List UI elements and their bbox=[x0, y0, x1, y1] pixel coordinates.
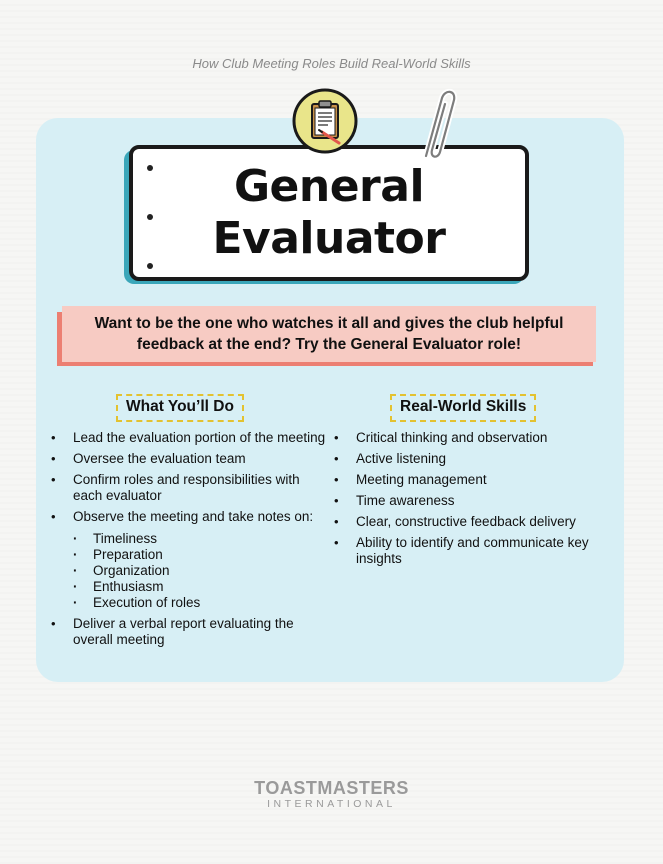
callout-banner bbox=[62, 306, 596, 362]
what-youll-do-list bbox=[51, 430, 329, 653]
list-item: • Time awareness bbox=[334, 493, 610, 509]
sublist-item: · Enthusiasm bbox=[73, 579, 329, 595]
binder-hole bbox=[147, 165, 153, 171]
list-item: • Critical thinking and observation bbox=[334, 430, 610, 446]
logo-sub-text: INTERNATIONAL bbox=[267, 798, 396, 810]
title-box bbox=[129, 145, 529, 281]
list-item: • Confirm roles and responsibilities with each evaluator bbox=[51, 472, 329, 504]
page-title bbox=[213, 161, 446, 265]
list-item: • Meeting management bbox=[334, 472, 610, 488]
left-column-heading: What You’ll Do bbox=[116, 394, 244, 422]
real-world-skills-list bbox=[334, 430, 610, 572]
clipboard-icon bbox=[292, 88, 358, 154]
list-item: • Oversee the evaluation team bbox=[51, 451, 329, 467]
right-column-heading: Real-World Skills bbox=[390, 394, 536, 422]
toastmasters-logo bbox=[0, 778, 663, 810]
binder-hole bbox=[147, 263, 153, 269]
sublist-item: · Preparation bbox=[73, 547, 329, 563]
sublist-item: · Timeliness bbox=[73, 531, 329, 547]
page-subtitle: How Club Meeting Roles Build Real-World Skills bbox=[192, 56, 471, 71]
title-line-2: Evaluator bbox=[212, 213, 446, 264]
paperclip-icon bbox=[416, 86, 464, 170]
sublist-item: · Organization bbox=[73, 563, 329, 579]
list-item: • Clear, constructive feedback delivery bbox=[334, 514, 610, 530]
sublist-item: · Execution of roles bbox=[73, 595, 329, 611]
logo-main-text: TOASTMASTERS bbox=[254, 778, 409, 798]
list-item bbox=[51, 509, 329, 611]
list-item: • Ability to identify and communicate key insights bbox=[334, 535, 610, 567]
title-line-1: General bbox=[233, 161, 425, 212]
list-item: • Lead the evaluation portion of the meeting bbox=[51, 430, 329, 446]
list-item: • Active listening bbox=[334, 451, 610, 467]
observation-sublist bbox=[73, 531, 329, 611]
callout-text: Want to be the one who watches it all and gives the club helpful feedback at the end? Try the General Evaluator role! bbox=[94, 315, 564, 353]
binder-hole bbox=[147, 214, 153, 220]
list-item-text: Observe the meeting and take notes on: bbox=[73, 509, 314, 524]
list-item: • Deliver a verbal report evaluating the overall meeting bbox=[51, 616, 329, 648]
